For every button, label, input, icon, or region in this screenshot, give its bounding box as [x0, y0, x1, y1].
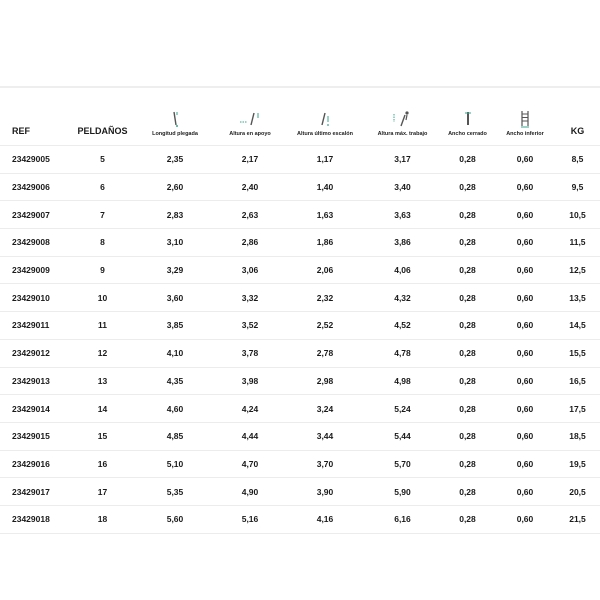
header-altura-apoyo — [215, 90, 285, 146]
header-altura-ultimo-label: Altura último escalón — [297, 131, 353, 137]
cell-altura-apoyo: 3,98 — [215, 367, 285, 395]
table-row — [0, 284, 600, 312]
cell-altura-max: 5,70 — [365, 450, 440, 478]
cell-ref: 23429015 — [0, 422, 70, 450]
ladder-front-icon — [495, 110, 555, 128]
table-row — [0, 256, 600, 284]
cell-altura-ultimo: 2,98 — [285, 367, 365, 395]
table-body — [0, 146, 600, 534]
cell-ref: 23429007 — [0, 201, 70, 229]
cell-ancho-inferior: 0,60 — [495, 284, 555, 312]
cell-ref: 23429017 — [0, 478, 70, 506]
cell-ancho-cerrado: 0,28 — [440, 422, 495, 450]
header-longitud — [135, 90, 215, 146]
header-altura-apoyo-label: Altura en apoyo — [229, 131, 271, 137]
cell-altura-max: 4,98 — [365, 367, 440, 395]
cell-altura-ultimo: 3,70 — [285, 450, 365, 478]
header-ancho-cerrado-label: Ancho cerrado — [448, 131, 487, 137]
table-row — [0, 450, 600, 478]
header-peldanos: PELDAÑOS — [77, 126, 128, 136]
table-row — [0, 339, 600, 367]
cell-ancho-cerrado: 0,28 — [440, 312, 495, 340]
header-ancho-cerrado — [440, 90, 495, 146]
cell-longitud: 5,35 — [135, 478, 215, 506]
cell-longitud: 5,10 — [135, 450, 215, 478]
cell-longitud: 2,60 — [135, 173, 215, 201]
cell-ancho-cerrado: 0,28 — [440, 505, 495, 533]
table-row — [0, 367, 600, 395]
cell-altura-max: 3,63 — [365, 201, 440, 229]
cell-ancho-inferior: 0,60 — [495, 146, 555, 174]
cell-longitud: 3,10 — [135, 229, 215, 257]
cell-ref: 23429018 — [0, 505, 70, 533]
cell-peldanos: 17 — [70, 478, 135, 506]
cell-peldanos: 7 — [70, 201, 135, 229]
cell-ancho-inferior: 0,60 — [495, 395, 555, 423]
cell-ancho-inferior: 0,60 — [495, 450, 555, 478]
ladder-top-step-icon — [285, 110, 365, 128]
cell-altura-ultimo: 2,32 — [285, 284, 365, 312]
cell-ancho-inferior: 0,60 — [495, 478, 555, 506]
cell-kg: 17,5 — [555, 395, 600, 423]
person-on-ladder-icon — [365, 110, 440, 128]
cell-altura-apoyo: 3,32 — [215, 284, 285, 312]
header-ancho-inferior-label: Ancho inferior — [506, 131, 544, 137]
cell-ancho-cerrado: 0,28 — [440, 450, 495, 478]
table-row — [0, 478, 600, 506]
cell-ancho-cerrado: 0,28 — [440, 339, 495, 367]
cell-kg: 12,5 — [555, 256, 600, 284]
cell-peldanos: 14 — [70, 395, 135, 423]
cell-peldanos: 8 — [70, 229, 135, 257]
cell-longitud: 4,85 — [135, 422, 215, 450]
cell-longitud: 3,85 — [135, 312, 215, 340]
cell-ref: 23429012 — [0, 339, 70, 367]
table-row — [0, 229, 600, 257]
cell-ref: 23429009 — [0, 256, 70, 284]
cell-altura-apoyo: 4,70 — [215, 450, 285, 478]
cell-altura-apoyo: 3,06 — [215, 256, 285, 284]
cell-ref: 23429005 — [0, 146, 70, 174]
cell-longitud: 4,60 — [135, 395, 215, 423]
cell-peldanos: 16 — [70, 450, 135, 478]
cell-longitud: 2,83 — [135, 201, 215, 229]
cell-kg: 21,5 — [555, 505, 600, 533]
cell-longitud: 5,60 — [135, 505, 215, 533]
cell-altura-max: 4,52 — [365, 312, 440, 340]
header-ancho-inferior — [495, 90, 555, 146]
cell-altura-ultimo: 3,24 — [285, 395, 365, 423]
table-row — [0, 312, 600, 340]
cell-kg: 9,5 — [555, 173, 600, 201]
cell-peldanos: 12 — [70, 339, 135, 367]
cell-ref: 23429016 — [0, 450, 70, 478]
cell-altura-apoyo: 2,86 — [215, 229, 285, 257]
ladder-folded-icon — [135, 110, 215, 128]
cell-altura-ultimo: 4,16 — [285, 505, 365, 533]
header-altura-max-label: Altura máx. trabajo — [377, 131, 428, 137]
specs-table — [0, 90, 600, 534]
cell-longitud: 4,35 — [135, 367, 215, 395]
header-row — [0, 90, 600, 146]
cell-altura-apoyo: 4,24 — [215, 395, 285, 423]
table-row — [0, 201, 600, 229]
cell-kg: 16,5 — [555, 367, 600, 395]
cell-ancho-inferior: 0,60 — [495, 201, 555, 229]
cell-kg: 11,5 — [555, 229, 600, 257]
cell-altura-ultimo: 3,44 — [285, 422, 365, 450]
cell-ancho-inferior: 0,60 — [495, 367, 555, 395]
cell-kg: 13,5 — [555, 284, 600, 312]
cell-altura-max: 6,16 — [365, 505, 440, 533]
cell-ref: 23429011 — [0, 312, 70, 340]
cell-altura-ultimo: 2,52 — [285, 312, 365, 340]
header-altura-max — [365, 90, 440, 146]
cell-ancho-inferior: 0,60 — [495, 422, 555, 450]
table-row — [0, 505, 600, 533]
cell-altura-apoyo: 5,16 — [215, 505, 285, 533]
cell-altura-max: 4,32 — [365, 284, 440, 312]
cell-kg: 18,5 — [555, 422, 600, 450]
top-divider — [0, 86, 600, 88]
cell-altura-ultimo: 1,63 — [285, 201, 365, 229]
cell-altura-apoyo: 4,90 — [215, 478, 285, 506]
table-row — [0, 146, 600, 174]
cell-altura-max: 5,24 — [365, 395, 440, 423]
cell-longitud: 3,29 — [135, 256, 215, 284]
cell-ancho-cerrado: 0,28 — [440, 367, 495, 395]
table-row — [0, 422, 600, 450]
cell-ancho-inferior: 0,60 — [495, 256, 555, 284]
cell-longitud: 4,10 — [135, 339, 215, 367]
cell-altura-max: 3,86 — [365, 229, 440, 257]
cell-altura-max: 3,17 — [365, 146, 440, 174]
cell-altura-max: 5,90 — [365, 478, 440, 506]
cell-altura-apoyo: 3,52 — [215, 312, 285, 340]
cell-ancho-cerrado: 0,28 — [440, 229, 495, 257]
cell-peldanos: 10 — [70, 284, 135, 312]
cell-altura-max: 4,06 — [365, 256, 440, 284]
cell-ancho-cerrado: 0,28 — [440, 173, 495, 201]
cell-longitud: 2,35 — [135, 146, 215, 174]
cell-altura-apoyo: 2,17 — [215, 146, 285, 174]
cell-ancho-inferior: 0,60 — [495, 339, 555, 367]
cell-kg: 19,5 — [555, 450, 600, 478]
cell-peldanos: 15 — [70, 422, 135, 450]
cell-kg: 10,5 — [555, 201, 600, 229]
cell-kg: 8,5 — [555, 146, 600, 174]
cell-altura-ultimo: 1,86 — [285, 229, 365, 257]
cell-kg: 15,5 — [555, 339, 600, 367]
cell-ref: 23429013 — [0, 367, 70, 395]
cell-altura-max: 3,40 — [365, 173, 440, 201]
cell-peldanos: 5 — [70, 146, 135, 174]
header-kg: KG — [570, 126, 585, 136]
cell-altura-apoyo: 2,40 — [215, 173, 285, 201]
cell-ancho-inferior: 0,60 — [495, 229, 555, 257]
cell-altura-ultimo: 2,78 — [285, 339, 365, 367]
cell-altura-apoyo: 4,44 — [215, 422, 285, 450]
cell-ancho-inferior: 0,60 — [495, 173, 555, 201]
cell-ancho-inferior: 0,60 — [495, 312, 555, 340]
cell-ancho-cerrado: 0,28 — [440, 284, 495, 312]
cell-kg: 20,5 — [555, 478, 600, 506]
cell-altura-apoyo: 3,78 — [215, 339, 285, 367]
cell-peldanos: 13 — [70, 367, 135, 395]
cell-peldanos: 6 — [70, 173, 135, 201]
cell-ancho-cerrado: 0,28 — [440, 201, 495, 229]
ladder-leaning-icon — [215, 110, 285, 128]
table-row — [0, 173, 600, 201]
cell-altura-ultimo: 1,17 — [285, 146, 365, 174]
cell-altura-ultimo: 3,90 — [285, 478, 365, 506]
cell-ref: 23429008 — [0, 229, 70, 257]
cell-kg: 14,5 — [555, 312, 600, 340]
cell-ancho-cerrado: 0,28 — [440, 256, 495, 284]
cell-ancho-inferior: 0,60 — [495, 505, 555, 533]
cell-altura-apoyo: 2,63 — [215, 201, 285, 229]
cell-ref: 23429014 — [0, 395, 70, 423]
cell-ancho-cerrado: 0,28 — [440, 146, 495, 174]
cell-ancho-cerrado: 0,28 — [440, 478, 495, 506]
cell-peldanos: 18 — [70, 505, 135, 533]
cell-ref: 23429006 — [0, 173, 70, 201]
cell-altura-ultimo: 2,06 — [285, 256, 365, 284]
cell-peldanos: 9 — [70, 256, 135, 284]
table-row — [0, 395, 600, 423]
header-altura-ultimo — [285, 90, 365, 146]
cell-longitud: 3,60 — [135, 284, 215, 312]
cell-ref: 23429010 — [0, 284, 70, 312]
cell-altura-ultimo: 1,40 — [285, 173, 365, 201]
cell-altura-max: 5,44 — [365, 422, 440, 450]
cell-ancho-cerrado: 0,28 — [440, 395, 495, 423]
header-longitud-label: Longitud plegada — [152, 131, 198, 137]
cell-peldanos: 11 — [70, 312, 135, 340]
ladder-closed-width-icon — [440, 110, 495, 128]
cell-altura-max: 4,78 — [365, 339, 440, 367]
header-ref: REF — [12, 126, 30, 136]
